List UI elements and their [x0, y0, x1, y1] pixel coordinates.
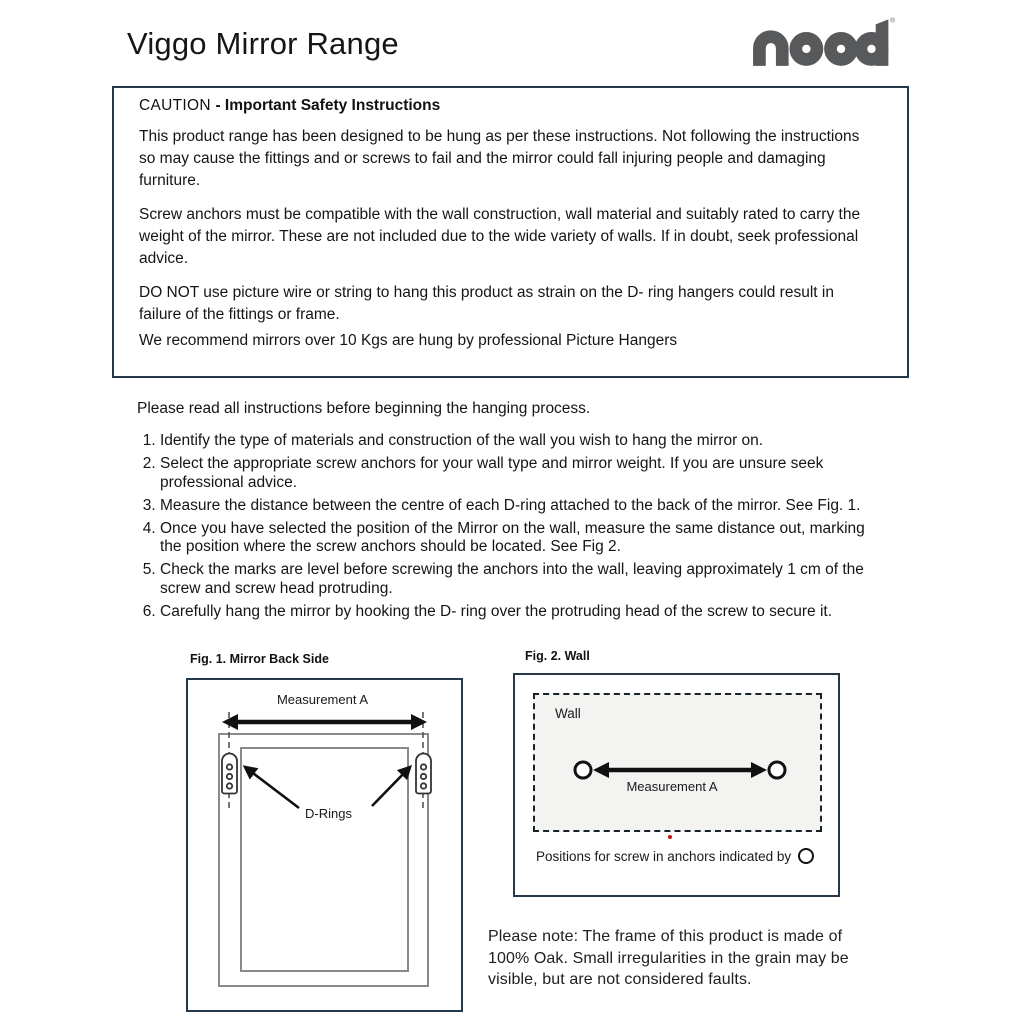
intro-line: Please read all instructions before beginning the hanging process.	[137, 400, 591, 417]
fig2-caption: Fig. 2. Wall	[525, 649, 590, 663]
caution-paragraph: This product range has been designed to be hung as per these instructions. Not following the instructions so may cause the fittings and or screws to fail and the mirror could fall injuring people and damaging furniture.	[139, 128, 860, 189]
oak-frame-note: Please note: The frame of this product is made of 100% Oak. Small irregularities in the grain may be visible, but are not considered faults.	[488, 928, 849, 988]
anchors-note	[536, 848, 814, 864]
figure-2-wall	[513, 673, 840, 897]
fig1-drings-label: D-Rings	[305, 806, 352, 821]
step-item: 1. Identify the type of materials and construction of the wall you wish to hang the mirror on.	[160, 432, 884, 451]
d-ring-hanger-icon	[416, 754, 431, 794]
caution-paragraph: Screw anchors must be compatible with the wall construction, wall material and suitably rated to carry the weight of the mirror. These are not included due to the wide variety of walls. If in doubt, seek professional advice.	[139, 206, 861, 267]
step-item: 2. Select the appropriate screw anchors for your wall type and mirror weight. If you are unsure seek professional advice.	[160, 455, 884, 492]
figure-1-mirror-back	[186, 678, 463, 1012]
dashed-guide-lines	[229, 712, 423, 810]
red-dot-mark	[668, 835, 672, 839]
fig2-wall-label: Wall	[555, 706, 581, 721]
fig1-drawing	[188, 680, 461, 1010]
measurement-arrow-icon	[222, 714, 427, 730]
nood-logo-icon	[748, 12, 896, 74]
step-item: 5. Check the marks are level before screwing the anchors into the wall, leaving approximately 1 cm of the screw and screw head protruding.	[160, 561, 884, 598]
d-ring-hanger-icon	[222, 754, 237, 794]
step-item: 4. Once you have selected the position of the Mirror on the wall, measure the same distance out, marking the position where the screw anchors should be located. See Fig 2.	[160, 520, 884, 557]
page-title: Viggo Mirror Range	[127, 26, 399, 61]
d-ring-pointer-arrows	[245, 767, 410, 808]
measurement-arrow-icon	[593, 762, 767, 778]
caution-paragraph: DO NOT use picture wire or string to hang this product as strain on the D- ring hangers could result in failure of the fittings or frame.	[139, 284, 834, 323]
anchor-circle-icon	[798, 848, 814, 864]
screw-anchor-icon	[575, 762, 591, 778]
fig2-measurement-label: Measurement A	[626, 779, 718, 794]
svg-text:®: ®	[890, 17, 896, 25]
fig1-caption: Fig. 1. Mirror Back Side	[190, 652, 329, 666]
caution-heading	[139, 97, 873, 115]
step-item: 6. Carefully hang the mirror by hooking the D- ring over the protruding head of the screw to secure it.	[160, 603, 884, 622]
fig1-measurement-label: Measurement A	[276, 692, 369, 707]
caution-paragraph: We recommend mirrors over 10 Kgs are hung by professional Picture Hangers	[139, 332, 678, 349]
screw-anchor-icon	[769, 762, 785, 778]
hanging-steps-list	[139, 432, 884, 626]
step-item: 3. Measure the distance between the centre of each D-ring attached to the back of the mirror. See Fig. 1.	[160, 497, 884, 516]
caution-heading-bold: - Important Safety Instructions	[215, 97, 441, 114]
anchors-note-text: Positions for screw in anchors indicated by	[536, 849, 792, 864]
caution-box	[112, 86, 909, 378]
caution-heading-prefix: CAUTION	[139, 97, 211, 114]
